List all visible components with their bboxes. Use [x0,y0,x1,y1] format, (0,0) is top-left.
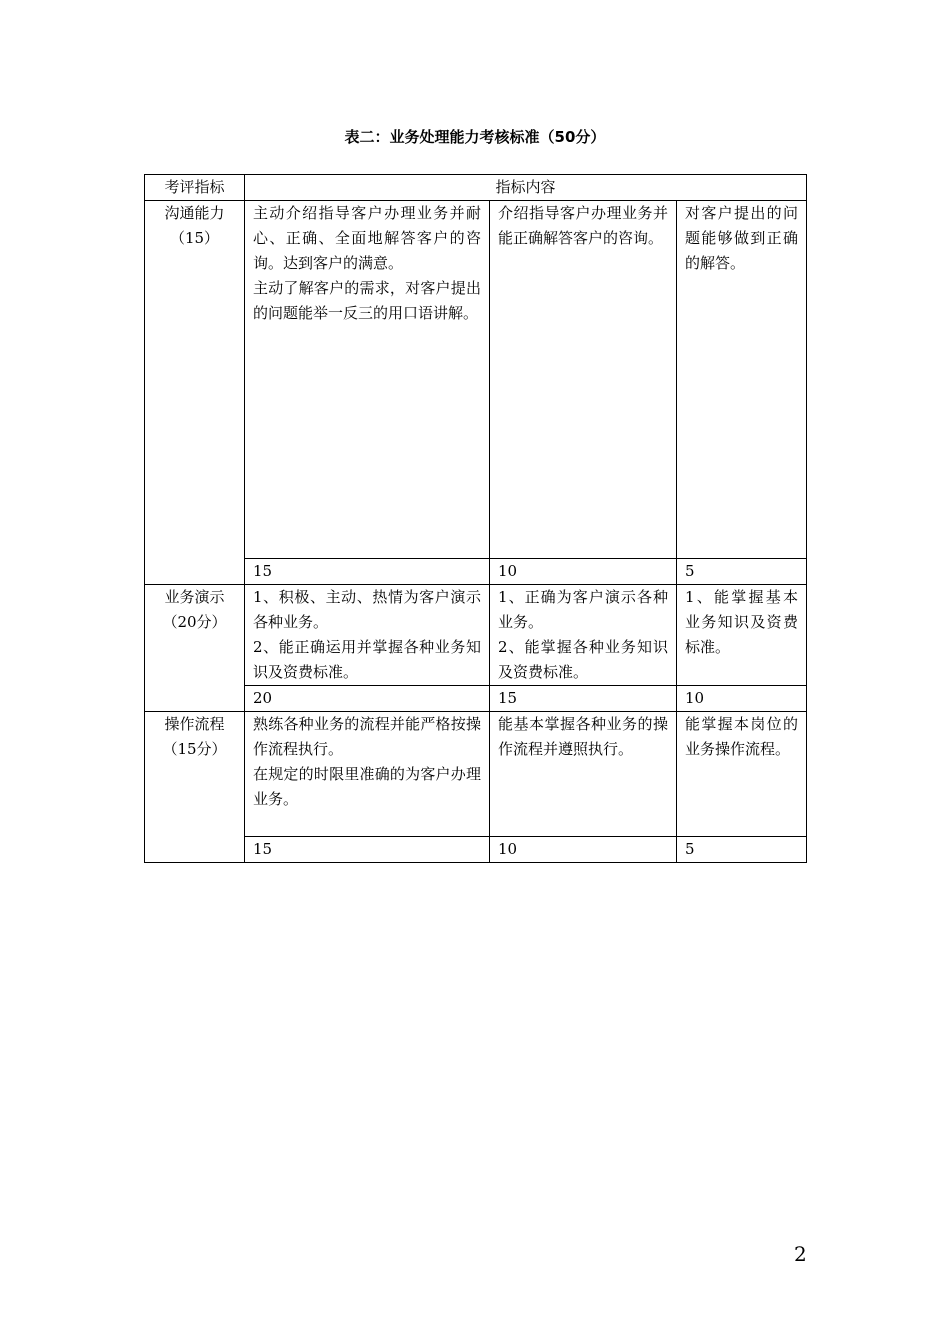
level-description [490,585,677,686]
indicator-weight: （15） [169,229,220,247]
indicator-weight: （20分） [162,613,227,631]
level-description [490,201,677,559]
description-line: 能基本掌握各种业务的操作流程并遵照执行。 [498,715,668,758]
score-row [145,837,807,863]
table-title: 表二：业务处理能力考核标准（50分） [344,128,606,146]
description-line: 在规定的时限里准确的为客户办理业务。 [253,765,481,808]
score-cell: 5 [677,559,807,585]
score-row [145,559,807,585]
indicator-cell [145,585,245,712]
description-line: 能掌握本岗位的业务操作流程。 [685,715,798,758]
level-description [245,201,490,559]
page-number: 2 [794,1242,807,1266]
description-line: 主动介绍指导客户办理业务并耐心、正确、全面地解答客户的咨询。达到客户的满意。 [253,204,481,272]
description-line: 1、正确为客户演示各种业务。 [498,588,668,631]
description-line: 介绍指导客户办理业务并能正确解答客户的咨询。 [498,204,668,247]
level-description [677,585,807,686]
score-cell: 5 [677,837,807,863]
score-cell: 10 [490,837,677,863]
header-indicator: 考评指标 [145,175,245,201]
description-line: 2、能掌握各种业务知识及资费标准。 [498,638,668,681]
description-line: 1、能掌握基本业务知识及资费标准。 [685,588,798,656]
level-description [245,712,490,837]
score-cell: 15 [245,559,490,585]
level-description [677,201,807,559]
score-cell: 10 [490,559,677,585]
description-line: 对客户提出的问题能够做到正确的解答。 [685,204,798,272]
table-header-row [145,175,807,201]
table-row [145,201,807,559]
indicator-cell [145,201,245,585]
indicator-cell [145,712,245,863]
indicator-weight: （15分） [162,740,227,758]
level-description [677,712,807,837]
description-line: 1、积极、主动、热情为客户演示各种业务。 [253,588,481,631]
level-description [490,712,677,837]
indicator-name: 沟通能力 [164,204,225,222]
score-cell: 15 [245,837,490,863]
table-row [145,712,807,837]
score-cell: 15 [490,686,677,712]
score-cell: 10 [677,686,807,712]
evaluation-table [144,174,807,863]
description-line: 主动了解客户的需求，对客户提出的问题能举一反三的用口语讲解。 [253,279,481,322]
indicator-name: 操作流程 [164,715,225,733]
description-line: 熟练各种业务的流程并能严格按操作流程执行。 [253,715,481,758]
table-row [145,585,807,686]
level-description [245,585,490,686]
indicator-name: 业务演示 [164,588,225,606]
score-row [145,686,807,712]
header-content: 指标内容 [245,175,807,201]
score-cell: 20 [245,686,490,712]
description-line: 2、能正确运用并掌握各种业务知识及资费标准。 [253,638,481,681]
